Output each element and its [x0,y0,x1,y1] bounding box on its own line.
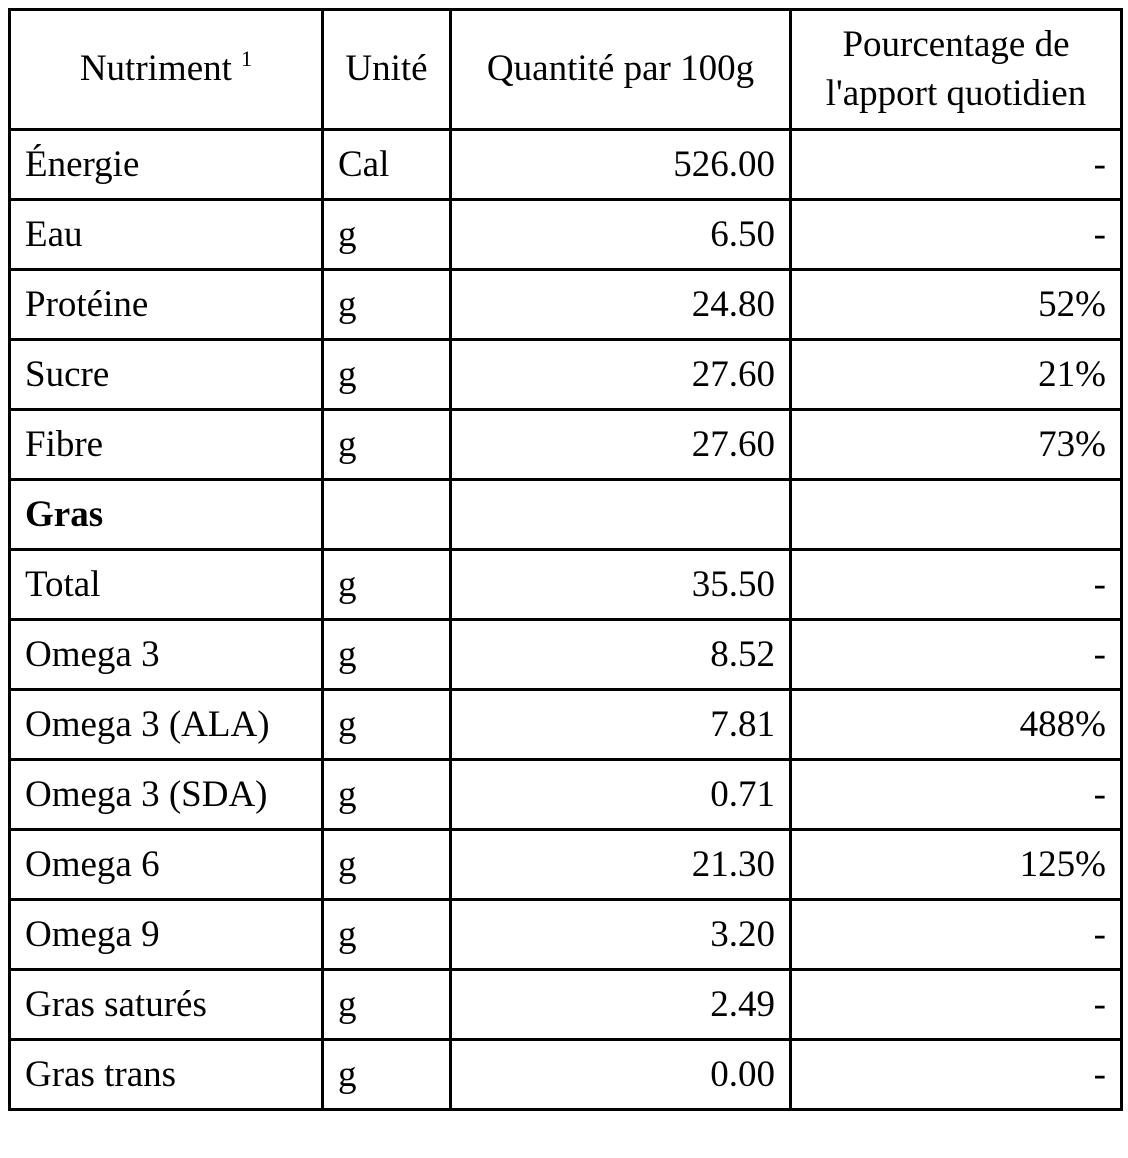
table-row [10,200,1122,270]
cell-nutrient: Fibre [10,410,323,480]
cell-unit: g [323,760,451,830]
cell-unit: g [323,900,451,970]
cell-daily-percent [791,480,1122,550]
nutrition-table [8,8,1123,1111]
cell-nutrient: Sucre [10,340,323,410]
header-row [10,10,1122,130]
cell-quantity: 21.30 [451,830,791,900]
cell-unit: g [323,620,451,690]
table-row [10,550,1122,620]
cell-nutrient: Omega 9 [10,900,323,970]
table-row [10,760,1122,830]
cell-nutrient: Eau [10,200,323,270]
header-daily-percent: Pourcentage de l'apport quotidien [791,10,1122,130]
cell-nutrient: Omega 6 [10,830,323,900]
cell-unit: g [323,970,451,1040]
cell-quantity: 35.50 [451,550,791,620]
cell-daily-percent: - [791,1040,1122,1110]
cell-nutrient: Omega 3 [10,620,323,690]
cell-quantity: 526.00 [451,130,791,200]
table-row [10,1040,1122,1110]
cell-nutrient: Énergie [10,130,323,200]
header-quantity: Quantité par 100g [451,10,791,130]
cell-quantity: 0.00 [451,1040,791,1110]
cell-unit: g [323,410,451,480]
cell-daily-percent: - [791,620,1122,690]
cell-daily-percent: 73% [791,410,1122,480]
cell-daily-percent: - [791,900,1122,970]
cell-daily-percent: 21% [791,340,1122,410]
cell-unit: g [323,340,451,410]
cell-daily-percent: - [791,970,1122,1040]
table-row [10,830,1122,900]
header-nutrient-label: Nutriment [79,48,232,90]
cell-daily-percent: 488% [791,690,1122,760]
cell-unit: g [323,690,451,760]
cell-unit: g [323,270,451,340]
cell-nutrient: Omega 3 (ALA) [10,690,323,760]
cell-nutrient: Omega 3 (SDA) [10,760,323,830]
table-row [10,410,1122,480]
cell-quantity: 24.80 [451,270,791,340]
cell-daily-percent: - [791,550,1122,620]
cell-nutrient: Gras [10,480,323,550]
cell-quantity: 2.49 [451,970,791,1040]
cell-quantity: 0.71 [451,760,791,830]
cell-unit: g [323,830,451,900]
cell-unit: Cal [323,130,451,200]
table-row [10,900,1122,970]
cell-daily-percent: - [791,130,1122,200]
cell-unit: g [323,200,451,270]
cell-quantity: 8.52 [451,620,791,690]
footnote-marker: 1 [241,46,253,72]
table-row [10,970,1122,1040]
cell-daily-percent: - [791,760,1122,830]
cell-nutrient: Total [10,550,323,620]
section-row [10,480,1122,550]
header-nutrient [10,10,323,130]
cell-unit [323,480,451,550]
table-row [10,620,1122,690]
table-row [10,130,1122,200]
table-row [10,270,1122,340]
cell-unit: g [323,550,451,620]
table-header [10,10,1122,130]
cell-nutrient: Gras saturés [10,970,323,1040]
header-unit: Unité [323,10,451,130]
cell-quantity [451,480,791,550]
table-body [10,130,1122,1110]
cell-nutrient: Gras trans [10,1040,323,1110]
cell-daily-percent: 52% [791,270,1122,340]
cell-quantity: 6.50 [451,200,791,270]
cell-quantity: 3.20 [451,900,791,970]
table-row [10,690,1122,760]
cell-daily-percent: 125% [791,830,1122,900]
cell-unit: g [323,1040,451,1110]
table-row [10,340,1122,410]
cell-daily-percent: - [791,200,1122,270]
cell-quantity: 27.60 [451,410,791,480]
cell-nutrient: Protéine [10,270,323,340]
cell-quantity: 7.81 [451,690,791,760]
cell-quantity: 27.60 [451,340,791,410]
